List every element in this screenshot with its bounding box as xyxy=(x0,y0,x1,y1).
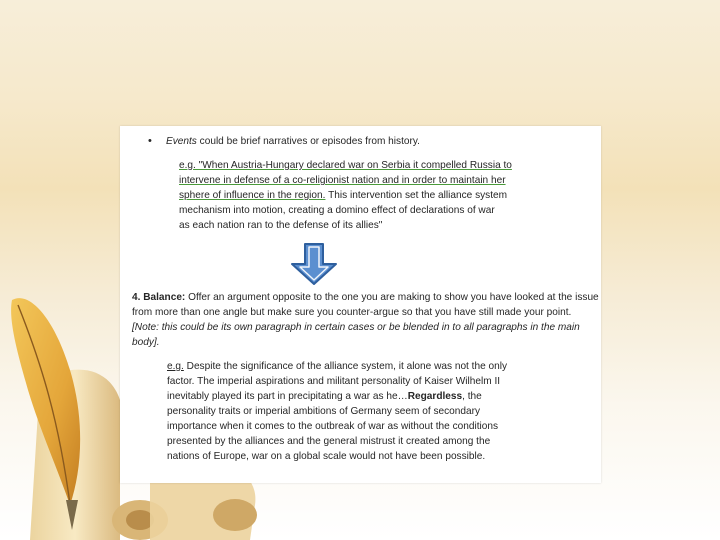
example1-line3-rest: This intervention set the alliance system xyxy=(325,190,508,201)
down-arrow-icon xyxy=(290,242,338,286)
example2-line: factor. The imperial aspirations and militant personality of Kaiser Wilhelm II xyxy=(167,376,501,387)
example1-line: mechanism into motion, creating a domino effect of declarations of war xyxy=(179,205,495,216)
example2-line3-end: , the xyxy=(462,391,482,402)
example-events-paragraph xyxy=(179,158,512,233)
example2-line: presented by the alliances and the general mistrust it created among the xyxy=(167,436,491,447)
scroll-roll-1-core xyxy=(126,510,154,530)
balance-line: from more than one angle but make sure you counter-argue so that you have still made your point. xyxy=(132,307,572,318)
down-arrow-shape xyxy=(292,244,336,284)
example1-line: e.g. "When Austria-Hungary declared war on Serbia it compelled Russia to xyxy=(179,160,512,171)
example2-regardless: Regardless xyxy=(407,391,463,402)
example1-line xyxy=(179,188,509,203)
example1-underlined-fragment: sphere of influence in the region. xyxy=(179,190,326,201)
balance-section xyxy=(132,290,599,350)
example2-line: importance when it comes to the outbreak of war as without the conditions xyxy=(167,421,499,432)
bullet-description: could be brief narratives or episodes from history. xyxy=(196,136,420,147)
balance-heading: 4. Balance: xyxy=(132,292,186,303)
balance-line xyxy=(132,290,599,305)
bullet-text xyxy=(166,134,586,149)
bullet-marker: • xyxy=(148,135,152,147)
example2-line1-rest: Despite the significance of the alliance system, it alone was not the only xyxy=(183,361,508,372)
balance-line1-rest: Offer an argument opposite to the one you are making to show you have looked at the issue xyxy=(185,292,599,303)
example2-line xyxy=(167,389,497,404)
scroll-roll-2-end xyxy=(213,499,257,531)
balance-note: [Note: this could be its own paragraph in certain cases or be blended in to all paragraphs in the main xyxy=(132,322,580,333)
bullet-term: Events xyxy=(166,136,197,147)
example2-line xyxy=(167,359,508,374)
document-page xyxy=(120,126,601,483)
example-balance-paragraph xyxy=(167,359,508,464)
example2-eg: e.g. xyxy=(167,361,184,372)
example1-line: intervene in defense of a co-religionist nation and in order to maintain her xyxy=(179,175,506,186)
example2-line: nations of Europe, war on a global scale would not have been possible. xyxy=(167,451,486,462)
example2-line: personality traits or imperial ambitions of Germany seem of secondary xyxy=(167,406,481,417)
example1-line: as each nation ran to the defense of its allies" xyxy=(179,220,383,231)
balance-note: body]. xyxy=(132,337,160,348)
example2-line3-start: inevitably played its part in precipitating a war as he… xyxy=(167,391,408,402)
